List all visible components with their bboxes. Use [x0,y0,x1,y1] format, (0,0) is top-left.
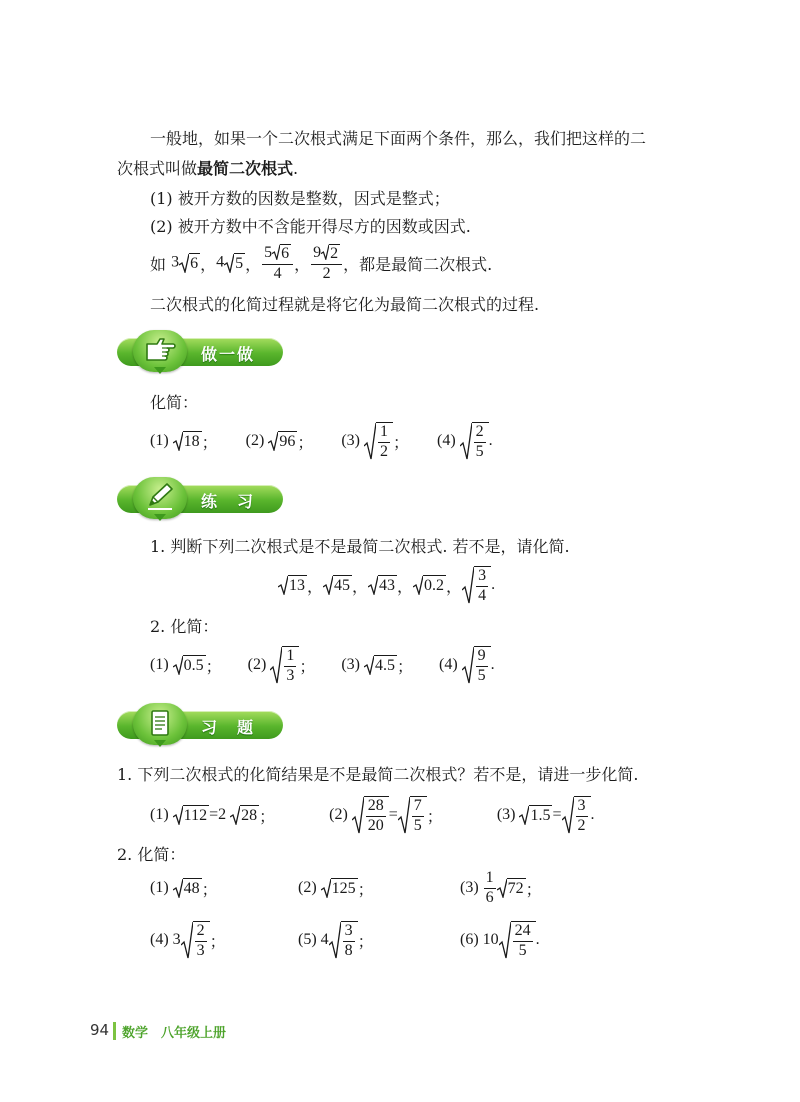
practice-q2-item-2: (2) $\frac{1}{3}$ ； [247,646,316,684]
practice-q2-item-1: (1) 0.5 ； [150,656,222,676]
do-item-3: (3) $\frac{1}{2}$ ； [341,422,410,460]
term-simplest-radical: 最简二次根式 [197,159,294,178]
practice-q2-items [150,645,495,685]
practice-q1-text: 1. 判断下列二次根式是不是最简二次根式. 若不是，请化简. [150,537,570,556]
banner-practice-pointer [154,514,166,521]
exercise-q2-item-2: (2) 125 ； [298,879,374,899]
banner-do [117,330,283,376]
condition-1: (1) 被开方数的因数是整数，因式是整式； [150,189,450,208]
example-9root2-over-2: 9 2 2 [311,244,342,283]
examples-prefix: 如 [150,254,167,274]
examples-line: 如 3 6 ， 4 5 ， 5 6 4 ， 9 2 2 ，都是最简二次根式. [150,243,493,282]
examples-suffix: ，都是最简二次根式. [343,254,493,274]
intro-line-2-pre: 次根式叫做 [117,159,198,178]
book-title: 数学 八年级上册 [122,1026,227,1041]
banner-practice [117,477,283,523]
practice-q1-rad-1: 13 [278,575,307,595]
exercise-q1-item-3: (3) 1.5 = $\frac{3}{2}$ . [496,796,595,834]
example-5root6-over-4: 5 6 4 [262,244,293,283]
practice-q1-radicals: 13 ， 45 ， 43 ， 0.2 ， $\frac{3}{4}$ . [278,565,495,605]
pencil-icon [144,482,176,512]
practice-q1-rad-4: 0.2 [413,575,446,595]
intro-line-2-post: . [293,159,299,178]
example-4-root-5: 4 5 [216,253,244,272]
do-item-1: (1) 18 ； [150,432,218,452]
intro-line-2 [117,156,298,179]
practice-q2-item-4: (4) $\frac{9}{5}$ . [439,646,495,684]
practice-q2-item-3: (3) 4.5 ； [341,656,414,676]
example-3-root-6: 3 6 [171,253,199,272]
exercise-q2-item-1: (1) 48 ； [150,879,218,899]
exercise-q1-item-2: (2) $\frac{28}{20}$ = $\frac{7}{5}$ ； [329,796,443,834]
intro-line-1: 一般地，如果一个二次根式满足下面两个条件，那么，我们把这样的二 [150,129,647,148]
exercise-q2-item-3: (3) $\frac{1}{6}$ 72 ； [460,868,542,906]
banner-exercise-circle [133,703,187,745]
banner-exercise-pointer [154,740,166,747]
exercise-q2-text: 2. 化简： [117,845,186,864]
banner-exercise [117,703,283,749]
banner-practice-circle [133,477,187,519]
exercise-q2-item-5: (5) 4 $\frac{3}{8}$ ； [298,921,374,959]
hand-icon [144,335,176,365]
do-item-4: (4) $\frac{2}{5}$ . [437,422,493,460]
condition-2: (2) 被开方数中不含能开得尽方的因数或因式. [150,217,471,236]
footer-divider [113,1022,116,1040]
practice-q1-rad-5: $\frac{3}{4}$ [462,566,491,605]
practice-q2-text: 2. 化简： [150,617,219,636]
banner-do-pointer [154,367,166,374]
banner-do-circle [133,330,187,372]
process-sentence: 二次根式的化简过程就是将它化为最简二次根式的过程. [150,295,540,314]
exercise-q2-item-4: (4) 3 $\frac{2}{3}$ ； [150,921,226,959]
page-number: 94 [90,1021,110,1039]
exercise-q1-text: 1. 下列二次根式的化简结果是不是最简二次根式？若不是，请进一步化简. [117,765,639,784]
do-prompt: 化简： [150,393,199,412]
banner-practice-title: 练 习 [201,492,256,511]
notebook-icon [144,708,176,738]
banner-exercise-title: 习 题 [201,718,256,737]
do-items [150,421,493,461]
exercise-q1-items [150,793,595,837]
do-item-2: (2) 96 ； [245,432,314,452]
practice-q1-rad-2: 45 [323,575,352,595]
banner-do-title: 做一做 [201,345,256,364]
exercise-q1-item-1: (1) 112 = 2 28 ； [150,806,276,826]
exercise-q2-item-6: (6) 10 $\frac{24}{5}$ . [460,921,540,959]
practice-q1-rad-3: 43 [368,575,397,595]
